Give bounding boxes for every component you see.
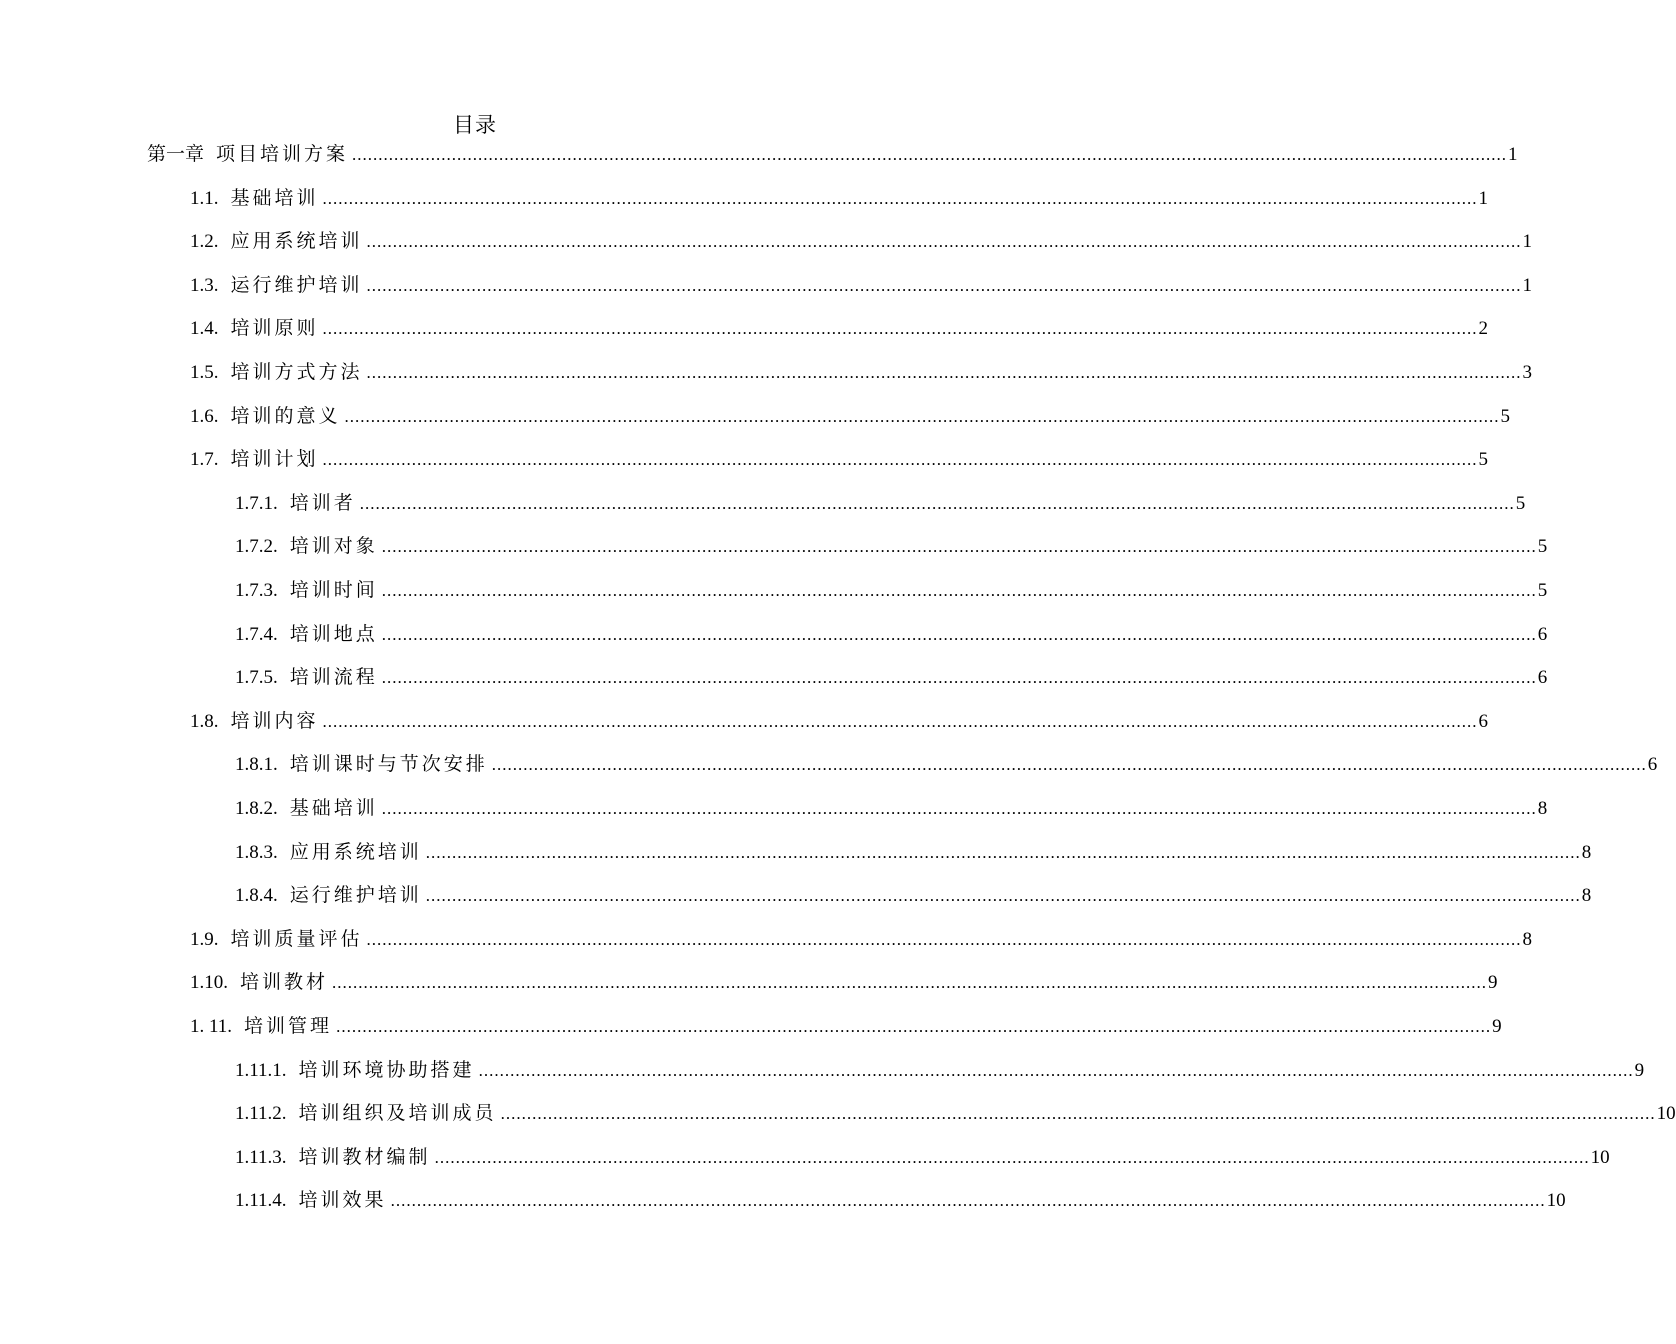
toc-entry-page-number: 6 — [1537, 667, 1548, 689]
toc-entry-title: 培训的意义 — [230, 405, 341, 427]
toc-dot-leader: ............................................................................................................................................................................................................................ — [322, 711, 1478, 731]
toc-dot-leader: ............................................................................................................................................................................................................................ — [359, 493, 1515, 513]
toc-dot-leader: ............................................................................................................................................................................................................................ — [381, 799, 1537, 818]
toc-entry-number: 1.2. — [190, 231, 219, 253]
toc-entry[interactable] — [235, 1185, 1566, 1217]
toc-entry-title: 培训效果 — [298, 1190, 387, 1212]
toc-entry-title: 运行维护培训 — [289, 885, 422, 907]
toc-dot-leader: ............................................................................................................................................................................................................................ — [434, 1147, 1590, 1167]
toc-entry[interactable] — [190, 183, 1489, 215]
toc-dot-leader: ............................................................................................................................................................................................................................ — [322, 319, 1478, 339]
toc-entry-number: 1.8.2. — [235, 798, 278, 819]
toc-dot-leader: ............................................................................................................................................................................................................................ — [336, 1017, 1492, 1036]
toc-entry-number: 1.9. — [190, 928, 219, 950]
toc-dot-leader: ............................................................................................................................................................................................................................ — [500, 1104, 1656, 1124]
toc-dot-leader: ............................................................................................................................................................................................................................ — [381, 581, 1537, 600]
toc-entry[interactable] — [235, 880, 1592, 912]
toc-entry-page-number: 9 — [1492, 1016, 1502, 1037]
toc-entry-number: 1.10. — [190, 972, 228, 994]
toc-entry[interactable] — [190, 401, 1511, 433]
toc-entry-number: 1.7.4. — [235, 623, 278, 645]
toc-dot-leader: ............................................................................................................................................................................................................................ — [381, 624, 1537, 644]
toc-dot-leader: ............................................................................................................................................................................................................................ — [425, 842, 1581, 862]
toc-entry[interactable] — [190, 270, 1533, 302]
toc-entry-title: 培训管理 — [244, 1016, 333, 1037]
toc-entry[interactable] — [235, 1055, 1645, 1087]
toc-entry[interactable] — [235, 488, 1526, 520]
toc-entry-title: 培训原则 — [230, 318, 319, 340]
toc-entry-title: 运行维护培训 — [230, 274, 363, 296]
toc-entry-title: 培训流程 — [289, 667, 378, 689]
toc-dot-leader: ............................................................................................................................................................................................................................ — [366, 929, 1522, 949]
toc-entry-number: 第一章 — [147, 144, 205, 165]
toc-entry-title: 应用系统培训 — [289, 841, 422, 863]
toc-entry[interactable] — [190, 226, 1533, 258]
toc-entry-page-number: 3 — [1522, 362, 1533, 383]
toc-entry-number: 1.8.1. — [235, 754, 278, 776]
toc-dot-leader: ............................................................................................................................................................................................................................ — [366, 363, 1522, 382]
toc-entry[interactable] — [235, 837, 1592, 869]
toc-entry-number: 1.4. — [190, 318, 219, 340]
toc-entry[interactable] — [235, 531, 1548, 563]
toc-entry-title: 培训方式方法 — [230, 362, 363, 383]
toc-entry-page-number: 9 — [1634, 1059, 1645, 1081]
toc-entry-title: 培训课时与节次安排 — [289, 754, 488, 776]
toc-entry-title: 培训地点 — [289, 623, 378, 645]
toc-entry[interactable] — [190, 1011, 1502, 1043]
toc-entry-page-number: 8 — [1581, 841, 1592, 863]
toc-entry[interactable] — [147, 139, 1518, 171]
toc-entry-page-number: 6 — [1537, 623, 1548, 645]
toc-entry[interactable] — [235, 575, 1548, 607]
toc-entry-number: 1.7.5. — [235, 667, 278, 689]
toc-entry-number: 1.8.4. — [235, 885, 278, 907]
toc-dot-leader: ............................................................................................................................................................................................................................ — [332, 973, 1488, 993]
toc-entry-title: 培训质量评估 — [230, 928, 363, 950]
toc-entry-number: 1.5. — [190, 362, 219, 383]
toc-entry-title: 培训计划 — [230, 449, 319, 471]
toc-entry-number: 1.11.2. — [235, 1103, 287, 1125]
toc-entry-page-number: 5 — [1537, 536, 1548, 558]
toc-entry-page-number: 10 — [1656, 1103, 1676, 1125]
toc-entry-title: 培训教材 — [240, 972, 329, 994]
toc-entry-page-number: 5 — [1478, 449, 1489, 471]
toc-entry-page-number: 1 — [1478, 187, 1489, 209]
toc-dot-leader: ............................................................................................................................................................................................................................ — [491, 755, 1647, 775]
toc-entry-number: 1.11.1. — [235, 1059, 287, 1081]
toc-dot-leader: ............................................................................................................................................................................................................................ — [344, 406, 1500, 426]
toc-entry-page-number: 5 — [1515, 492, 1526, 514]
toc-entry[interactable] — [190, 924, 1533, 956]
toc-entry-page-number: 6 — [1478, 710, 1489, 732]
toc-entry-number: 1. 11. — [190, 1016, 233, 1037]
toc-entry-title: 基础培训 — [230, 187, 319, 209]
toc-entry-title: 培训时间 — [289, 580, 378, 601]
toc-entry-page-number: 9 — [1488, 972, 1498, 994]
toc-entry-title: 项目培训方案 — [216, 144, 349, 165]
toc-entry-number: 1.11.3. — [235, 1146, 287, 1168]
toc-entry-number: 1.7. — [190, 449, 219, 471]
toc-entry-number: 1.7.2. — [235, 536, 278, 558]
toc-entry-number: 1.7.1. — [235, 492, 278, 514]
toc-entry-page-number: 2 — [1478, 318, 1489, 340]
toc-entry[interactable] — [190, 357, 1533, 389]
toc-entry[interactable] — [235, 619, 1548, 651]
toc-entry-page-number: 1 — [1522, 274, 1533, 296]
toc-dot-leader: ............................................................................................................................................................................................................................ — [352, 145, 1508, 164]
toc-entry-number: 1.1. — [190, 187, 219, 209]
toc-entry-title: 培训组织及培训成员 — [298, 1103, 497, 1125]
toc-entry-title: 培训内容 — [230, 710, 319, 732]
toc-entry-page-number: 8 — [1581, 885, 1592, 907]
toc-entry-page-number: 1 — [1508, 144, 1518, 165]
toc-entry[interactable] — [235, 662, 1548, 694]
toc-dot-leader: ............................................................................................................................................................................................................................ — [381, 668, 1537, 688]
toc-entry[interactable] — [235, 1098, 1676, 1130]
toc-entry-title: 培训者 — [289, 492, 356, 514]
toc-entry[interactable] — [235, 1142, 1610, 1174]
toc-dot-leader: ............................................................................................................................................................................................................................ — [322, 450, 1478, 470]
toc-entry-number: 1.8. — [190, 710, 219, 732]
toc-entry[interactable] — [235, 793, 1548, 825]
toc-entry[interactable] — [190, 444, 1489, 476]
toc-entry-number: 1.8.3. — [235, 841, 278, 863]
toc-entry-number: 1.7.3. — [235, 580, 278, 601]
toc-entry-number: 1.11.4. — [235, 1190, 287, 1212]
toc-entry-page-number: 8 — [1537, 798, 1548, 819]
toc-entry-number: 1.3. — [190, 274, 219, 296]
toc-dot-leader: ............................................................................................................................................................................................................................ — [478, 1060, 1634, 1080]
toc-entry-page-number: 10 — [1590, 1146, 1610, 1168]
toc-entry-page-number: 6 — [1647, 754, 1658, 776]
toc-entry-page-number: 5 — [1500, 405, 1511, 427]
toc-entry-page-number: 1 — [1522, 231, 1533, 253]
toc-entry-title: 培训对象 — [289, 536, 378, 558]
toc-entry-title: 培训环境协助搭建 — [298, 1059, 475, 1081]
toc-entry-number: 1.6. — [190, 405, 219, 427]
toc-entry[interactable] — [190, 706, 1489, 738]
toc-title: 目录 — [453, 113, 497, 137]
toc-dot-leader: ............................................................................................................................................................................................................................ — [366, 232, 1522, 252]
toc-dot-leader: ............................................................................................................................................................................................................................ — [425, 886, 1581, 906]
toc-dot-leader: ............................................................................................................................................................................................................................ — [390, 1191, 1546, 1211]
toc-dot-leader: ............................................................................................................................................................................................................................ — [366, 275, 1522, 295]
toc-entry[interactable] — [190, 967, 1498, 999]
toc-dot-leader: ............................................................................................................................................................................................................................ — [381, 537, 1537, 557]
toc-entry-page-number: 10 — [1546, 1190, 1566, 1212]
toc-entry[interactable] — [190, 313, 1489, 345]
toc-entry-title: 基础培训 — [289, 798, 378, 819]
toc-dot-leader: ............................................................................................................................................................................................................................ — [322, 188, 1478, 208]
toc-entry-page-number: 8 — [1522, 928, 1533, 950]
toc-entry-page-number: 5 — [1537, 580, 1548, 601]
toc-entry-title: 应用系统培训 — [230, 231, 363, 253]
toc-entry-title: 培训教材编制 — [298, 1146, 431, 1168]
toc-entry[interactable] — [235, 749, 1658, 781]
